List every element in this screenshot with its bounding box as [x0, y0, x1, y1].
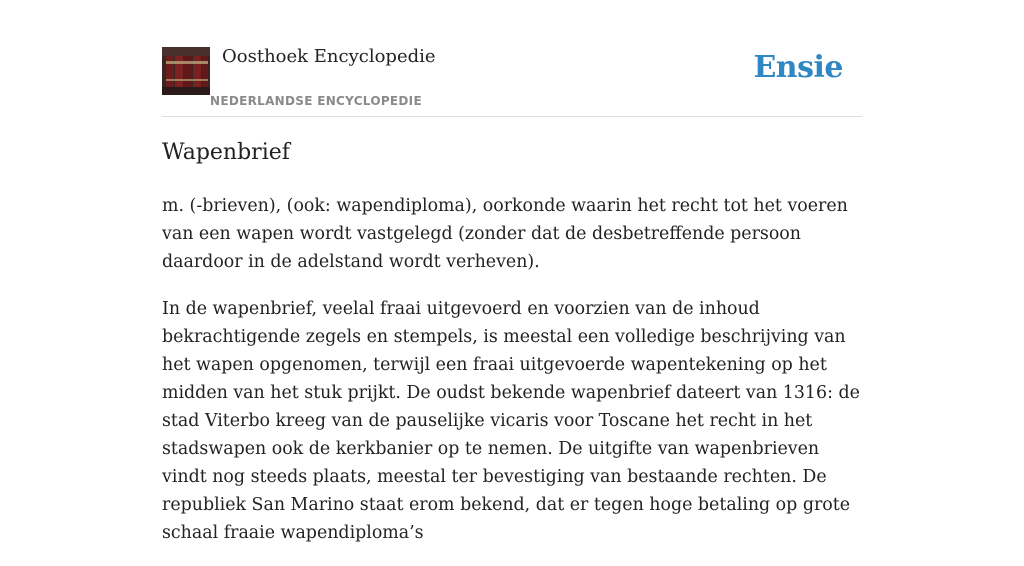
site-header — [162, 0, 862, 117]
article-paragraph-1: m. (-brieven), (ook: wapendiploma), oorkonde waarin het recht tot het voeren van een wapen wordt vastgelegd (zonder dat de desbetreffende persoon daardoor in de adelstand wordt verheven). — [162, 196, 848, 272]
article-body — [162, 192, 862, 566]
page-container — [162, 0, 862, 543]
site-tagline: NEDERLANDSE ENCYCLOPEDIE — [210, 94, 422, 108]
book-spines-icon — [162, 47, 210, 95]
page-title: Wapenbrief — [162, 140, 290, 165]
site-name[interactable]: Oosthoek Encyclopedie — [222, 46, 436, 67]
article-paragraph-2: In de wapenbrief, veelal fraai uitgevoerd en voorzien van de inhoud bekrachtigende zegels en stempels, is meestal een volledige beschrijving van het wapen opgenomen, terwijl een fraai uitgevoerde wapentekening op het midden van het stuk prijkt. De oudst bekende wapenbrief dateert van 1316: de stad Viterbo kreeg van de pauselijke vicaris voor Toscane het recht in het stadswapen ook de kerkbanier op te nemen. De uitgifte van wapenbrieven vindt nog steeds plaats, meestal ter bevestiging van bestaande rechten. De republiek San Marino staat erom bekend, dat er tegen hoge betaling op grote schaal fraaie wapendiploma’s — [162, 299, 860, 543]
encyclopedia-avatar[interactable] — [162, 47, 210, 95]
ensie-logo-link[interactable]: Ensie — [753, 50, 843, 85]
